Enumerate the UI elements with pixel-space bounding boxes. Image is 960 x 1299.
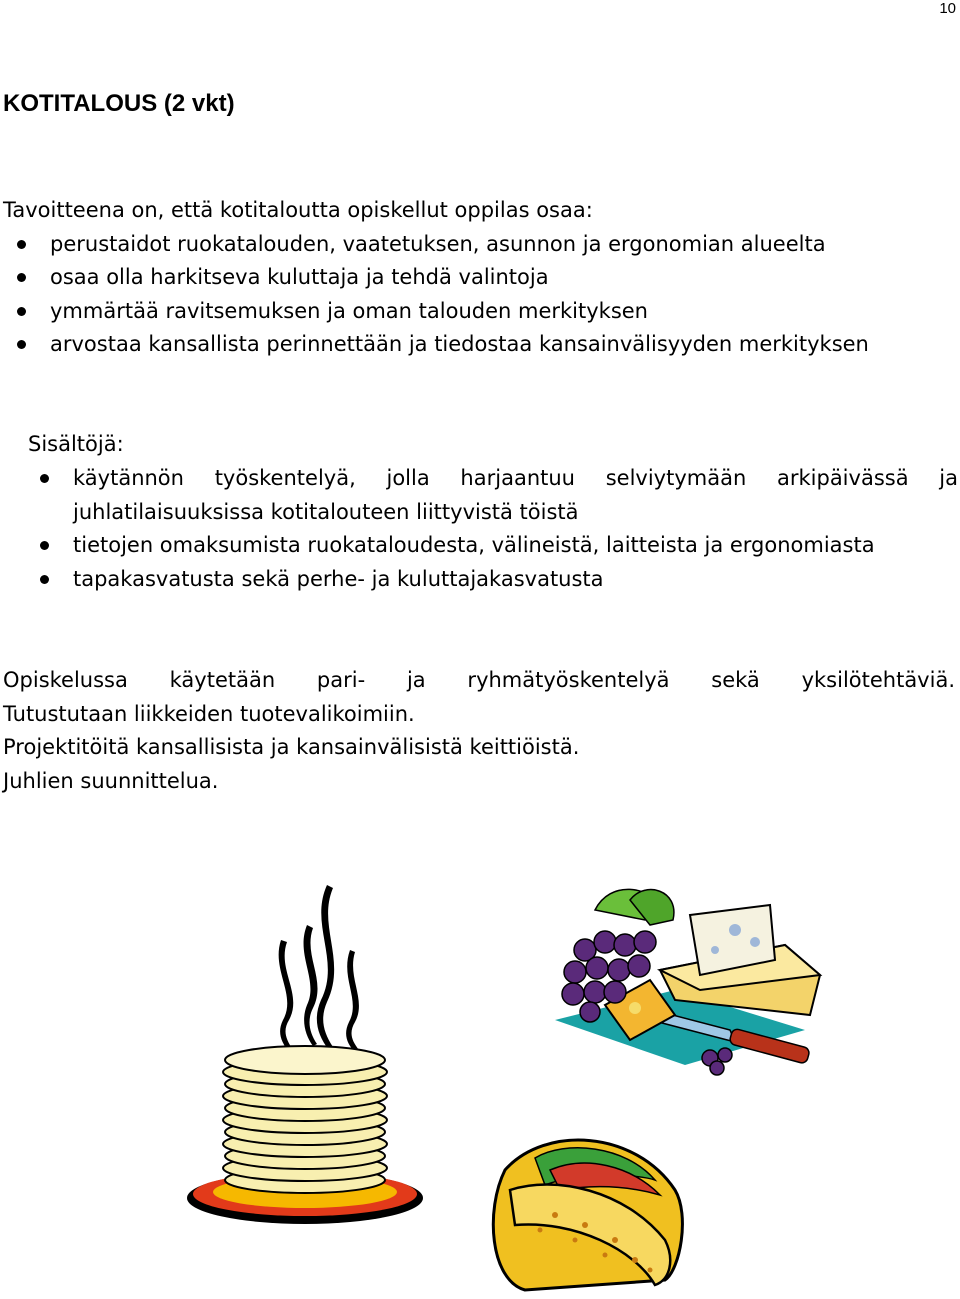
page-title: KOTITALOUS (2 vkt): [3, 90, 235, 117]
pancakes-icon: [223, 1046, 387, 1193]
goals-section: [3, 194, 958, 362]
list-item: tapakasvatusta sekä perhe- ja kuluttajakasvatusta: [3, 563, 958, 597]
contents-section: [3, 462, 958, 596]
list-item: käytännön työskentelyä, jolla harjaantuu selviytymään arkipäivässä ja juhlatilaisuuksissa kotitalouteen liittyvistä töistä: [3, 462, 958, 529]
list-item: osaa olla harkitseva kuluttaja ja tehdä valintoja: [3, 261, 958, 295]
steam-icon: [279, 885, 359, 1052]
list-item: arvostaa kansallista perinnettään ja tiedostaa kansainvälisyyden merkityksen: [3, 328, 958, 362]
grapes-cheese-image: [555, 880, 835, 1080]
list-item: tietojen omaksumista ruokataloudesta, välineistä, laitteista ja ergonomiasta: [3, 529, 958, 563]
methods-line: Tutustutaan liikkeiden tuotevalikoimiin.: [3, 701, 415, 726]
goals-list: [3, 228, 958, 362]
list-item: ymmärtää ravitsemuksen ja oman talouden merkityksen: [3, 295, 958, 329]
methods-line: Opiskelussa käytetään pari- ja ryhmätyöskentelyä sekä yksilötehtäviä.: [3, 668, 955, 692]
methods-line: Projektitöitä kansallisista ja kansainvälisistä keittiöistä.: [3, 735, 580, 759]
pancake-stack-image: [185, 880, 425, 1230]
contents-list: [3, 462, 958, 596]
list-item: perustaidot ruokatalouden, vaatetuksen, asunnon ja ergonomian alueelta: [3, 228, 958, 262]
methods-section: [3, 664, 955, 798]
goals-intro: Tavoitteena on, että kotitaloutta opiskellut oppilas osaa:: [3, 198, 593, 222]
page-number: 10: [939, 0, 956, 17]
methods-line: Juhlien suunnittelua.: [3, 768, 219, 793]
contents-label: Sisältöjä:: [28, 432, 124, 456]
taco-image: [465, 1130, 695, 1295]
